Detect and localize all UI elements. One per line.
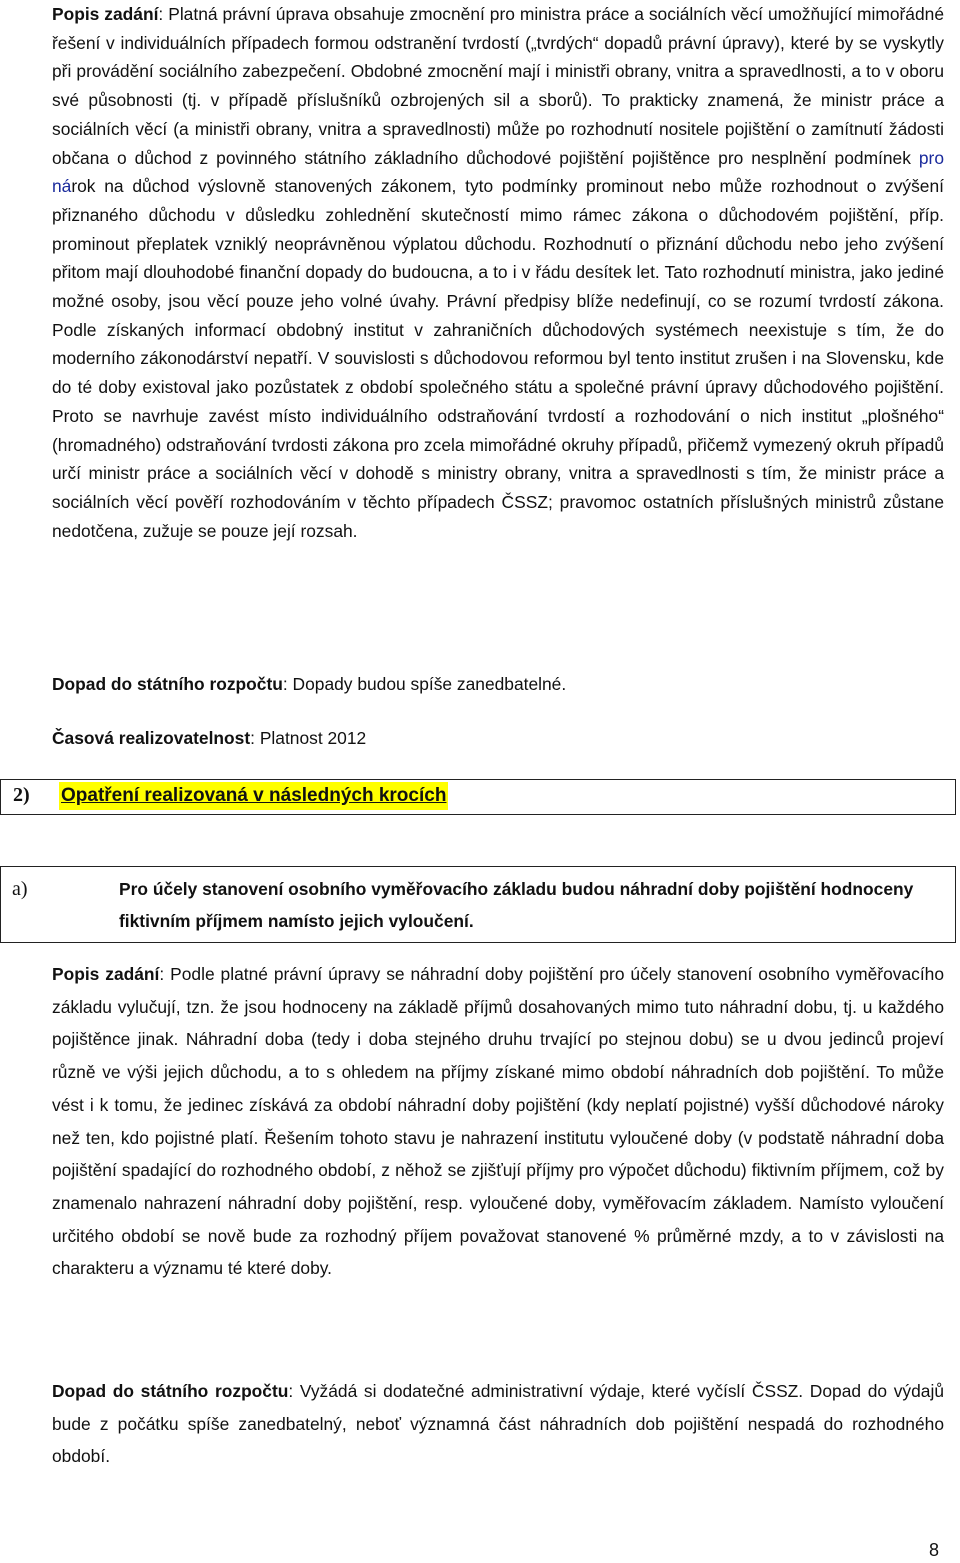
item-a-popis-label: Popis zadání (52, 964, 160, 984)
popis-text-part3: rok na důchod výslovně stanovených zákonem, tyto podmínky prominout nebo může rozhodnout o zvýšení přiznaného důchodu v důsledku zohlednění skutečností mimo rámec zákona o důchodovém pojištění, příp. prominout přeplatek vzniklý neoprávněnou výplatou důchodu. Rozhodnutí o přiznání důchodu nebo jeho zvýšení přitom mají dlouhodobé finanční dopady do budoucna, a to i v řádu desítek let. Tato rozhodnutí ministra, jako jediné možné osoby, jsou věcí pouze jeho volné úvahy. Právní předpisy blíže nedefinují, co se rozumí tvrdostí zákona. Podle získaných informací obdobný institut v zahraničních důchodových systémech neexistuje s tím, že do moderního zákonodárství nepatří. V souvislosti s důchodovou reformou byl tento institut zrušen i na Slovensku, kde do té doby existoval jako pozůstatek z období společného státu a společné právní úpravy důchodového pojištění. Proto se navrhuje zavést místo individuálního odstraňování tvrdostí a rozhodování o nich institut „plošného“ (hromadného) odstraňování tvrdosti zákona pro zcela mimořádné okruhy případů, přičemž vymezený okruh případů určí ministr práce a sociálních věcí v dohodě s ministry obrany, vnitra a spravedlnosti s tím, že ministr práce a sociálních věcí pověří rozhodováním v těchto případech ČSSZ; pravomoc ostatních příslušných ministrů zůstane nedotčena, zužuje se pouze její rozsah. (52, 176, 944, 541)
popis-text-part2: To prakticky znamená, že ministr práce a sociálních věcí (a ministři obrany, vnitra a spravedlnosti) může po rozhodnutí nositele pojištění o zamítnutí žádosti občana o důchod z povinného státního základního důchodové pojištění pojištěnce pro nesplnění podmínek (52, 90, 944, 168)
section2-heading-box (0, 779, 956, 815)
dopad-label: Dopad do státního rozpočtu (52, 674, 283, 694)
section2-title: Opatření realizovaná v následných krocích (59, 782, 448, 810)
item-a-heading-box (0, 866, 956, 943)
section1-description (52, 0, 944, 660)
item-a-budget-impact (52, 1375, 944, 1473)
popis-text-part1: Platná právní úprava obsahuje zmocnění pro ministra práce a sociálních věcí umožňující mimořádné řešení v individuálních případech formou odstranění tvrdostí („tvrdých“ dopadů právní úpravy), které by se vyskytly při provádění sociálního zabezpečení. Obdobné zmocnění mají i ministři obrany, vnitra a spravedlnosti, a to v oboru své působnosti (tj. v případě příslušníků ozbrojených sil a sborů). (52, 4, 944, 111)
casova-label: Časová realizovatelnost (52, 728, 251, 748)
dopad-text: : Dopady budou spíše zanedbatelné. (282, 674, 567, 694)
item-a-dopad-text: : Vyžádá si dodatečné administrativní výdaje, které vyčíslí ČSSZ. Dopad do výdajů bude z počátku spíše zanedbatelný, neboť významná část náhradních dob pojištění nespadá do rozhodného období. (52, 1381, 945, 1467)
popis-separator: : (158, 4, 164, 24)
item-a-letter: a) (12, 878, 28, 900)
section2-number: 2) (13, 784, 30, 806)
popis-label: Popis zadání (52, 4, 159, 24)
section1-budget-impact (52, 670, 566, 698)
page-number: 8 (929, 1540, 940, 1560)
item-a-dopad-label: Dopad do státního rozpočtu (52, 1381, 289, 1401)
item-a-title: Pro účely stanovení osobního vyměřovacího základu budou náhradní doby pojištění hodnoceny fiktivním příjmem namísto jejich vyloučení. (119, 879, 914, 931)
section1-time-feasibility (52, 724, 366, 752)
item-a-description (52, 958, 944, 1285)
casova-text: : Platnost 2012 (250, 728, 367, 748)
item-a-popis-text: : Podle platné právní úpravy se náhradní doby pojištění pro účely stanovení osobního vyměřovacího základu vylučují, tzn. že jsou hodnoceny na základě příjmů dosahovaných mimo tuto náhradní dobu, tj. u každého pojištěnce jinak. Náhradní doba (tedy i doba stejného druhu trvající po stejnou dobu) se u dvou jedinců projeví různě ve výši jejich důchodu, a to s ohledem na příjmy získané mimo období náhradních dob pojištění. To může vést i k tomu, že jedinec získává za období náhradní doby pojištění (kdy neplatí pojistné) vyšší důchodové nároky než ten, kdo pojistné platí. Řešením tohoto stavu je nahrazení institutu vyloučené doby (v podstatě náhradní doba pojištění spadající do rozhodného období, z něhož se zjišťují příjmy pro výpočet důchodu) fiktivním příjmem, což by znamenalo nahrazení náhradní doby pojištění, resp. vyloučené doby, vyměřovacím základem. Namísto vyloučení určitého období se nově bude za rozhodný příjem považovat stanovené % průměrné mzdy, a to v závislosti na charakteru a významu té které doby. (52, 964, 945, 1279)
popis-text-blue: pro ná (52, 147, 944, 197)
